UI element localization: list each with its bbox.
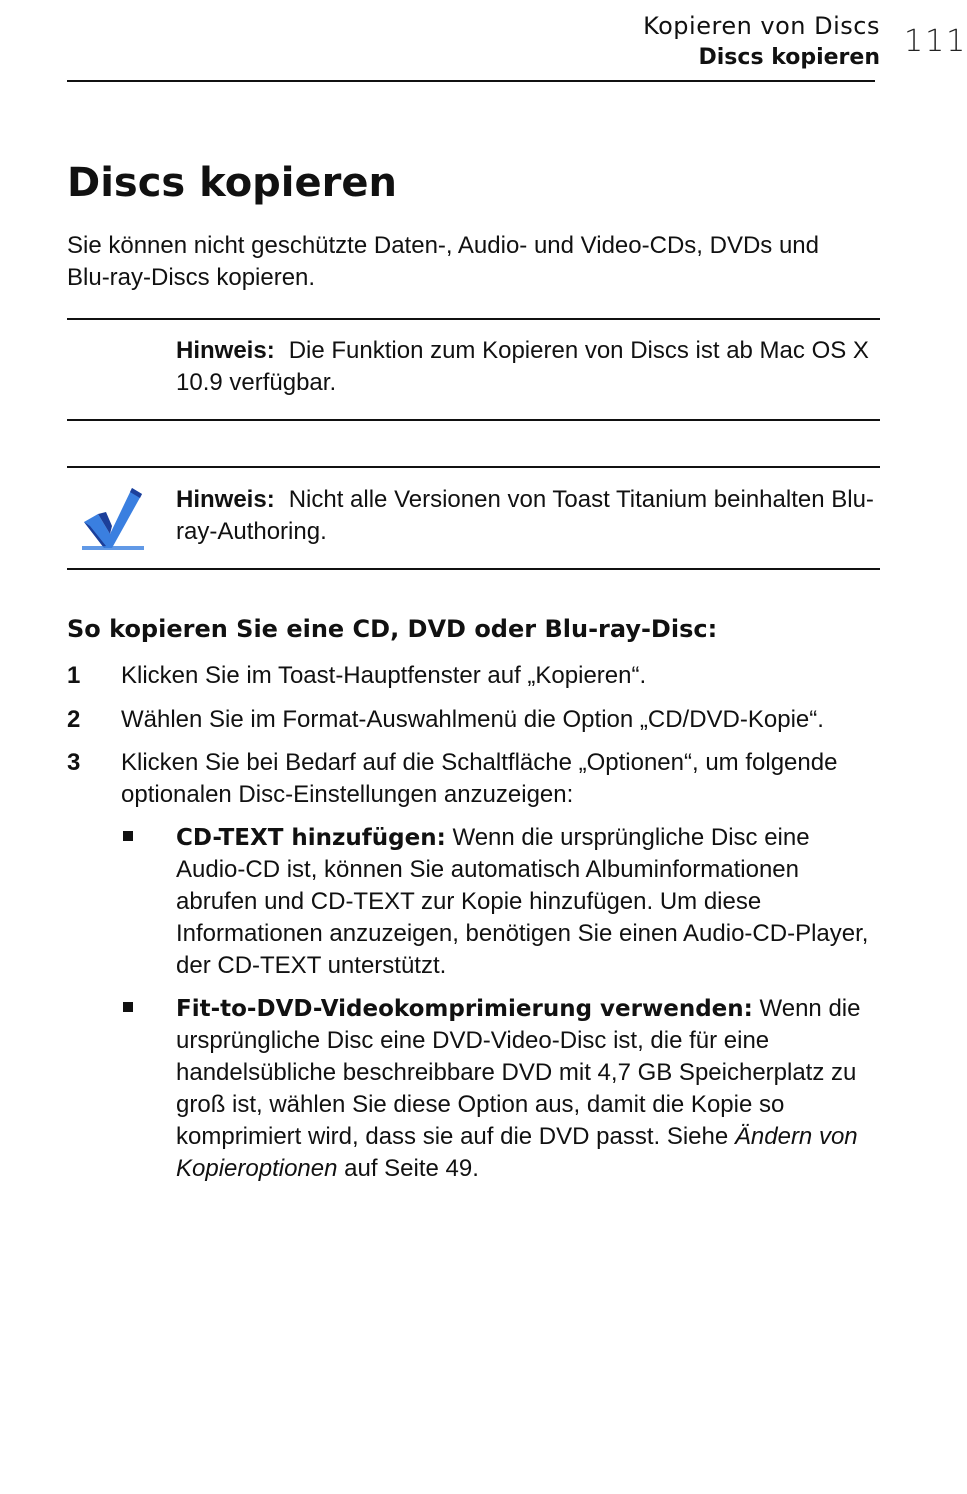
cross-reference-link[interactable]: Ändern von Kopieroptionen	[176, 1123, 858, 1182]
running-header-section: Discs kopieren	[698, 45, 880, 70]
note-1-text: Die Funktion zum Kopieren von Discs ist ab Mac OS X 10.9 verfügbar.	[176, 337, 869, 396]
bullet-term: CD-TEXT hinzufügen:	[176, 825, 446, 851]
bullet-suffix: auf Seite 49.	[344, 1155, 479, 1182]
running-header-chapter: Kopieren von Discs	[643, 12, 880, 40]
step-number: 3	[67, 749, 81, 776]
bullet-item	[176, 993, 876, 1185]
note-2-label: Hinweis:	[176, 486, 275, 513]
header-rule	[67, 80, 875, 82]
step-number: 2	[67, 706, 81, 733]
procedure-title: So kopieren Sie eine CD, DVD oder Blu-ray-Disc:	[67, 615, 718, 643]
note-rule-bottom	[67, 419, 880, 421]
page-number: 111	[904, 24, 967, 59]
step-text: Klicken Sie bei Bedarf auf die Schaltfläche „Optionen“, um folgende optionalen Disc-Einstellungen anzuzeigen:	[121, 749, 838, 808]
note-1	[176, 335, 876, 399]
step-text: Klicken Sie im Toast-Hauptfenster auf „Kopieren“.	[121, 662, 647, 689]
bullet-marker	[123, 1002, 133, 1012]
intro-paragraph: Sie können nicht geschützte Daten-, Audio- und Video-CDs, DVDs und Blu-ray-Discs kopieren.	[67, 232, 819, 291]
note-2	[176, 484, 876, 548]
note-2-rule-top	[67, 466, 880, 468]
step-number: 1	[67, 662, 81, 689]
bullet-term: Fit-to-DVD-Videokomprimierung verwenden:	[176, 996, 753, 1022]
checkmark-icon	[82, 484, 144, 550]
bullet-text: Wenn die ursprüngliche Disc eine Audio-CD ist, können Sie automatisch Albuminformationen abrufen und CD-TEXT zur Kopie hinzufügen. Um diese Informationen anzuzeigen, benötigen Sie einen Audio-CD-Player, der CD-TEXT unterstützt.	[176, 824, 869, 979]
step-text: Wählen Sie im Format-Auswahlmenü die Option „CD/DVD-Kopie“.	[121, 706, 824, 733]
note-rule-top	[67, 318, 880, 320]
bullet-item	[176, 822, 876, 982]
page-title: Discs kopieren	[67, 160, 397, 206]
note-2-rule-bottom	[67, 568, 880, 570]
note-1-label: Hinweis:	[176, 337, 275, 364]
note-2-text: Nicht alle Versionen von Toast Titanium beinhalten Blu-ray-Authoring.	[176, 486, 874, 545]
bullet-marker	[123, 831, 133, 841]
bullet-text: Wenn die ursprüngliche Disc eine DVD-Video-Disc ist, die für eine handelsübliche beschreibbare DVD mit 4,7 GB Speicherplatz zu groß ist, wählen Sie diese Option aus, damit die Kopie so komprimiert wird, dass sie auf die DVD passt. Siehe	[176, 995, 861, 1150]
